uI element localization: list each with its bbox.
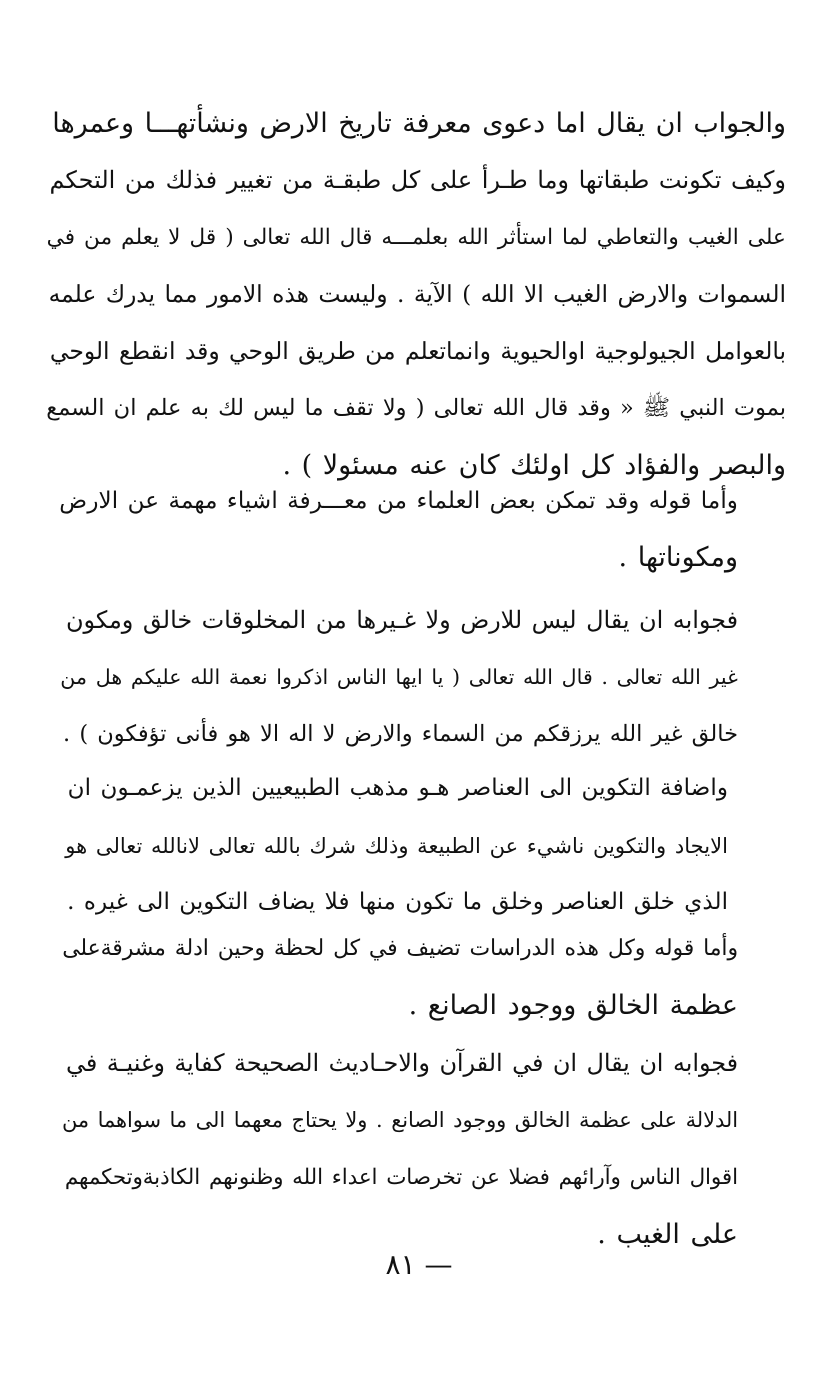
text-line: والجواب ان يقال اما دعوى معرفة تاريخ الارض ونشأتهـــا وعمرها	[52, 108, 786, 139]
text-line: واضافة التكوين الى العناصر هـو مذهب الطبيعيين الذين يزعمـون ان	[67, 775, 728, 801]
text-line: اقوال الناس وآرائهم فضلا عن تخرصات اعداء الله وظنونهم الكاذبةوتحكمهم	[64, 1165, 738, 1190]
text-line: بالعوامل الجيولوجية اوالحيوية وانماتعلم من طريق الوحي وقد انقطع الوحي	[49, 337, 786, 365]
text-line: السموات والارض الغيب الا الله ) الآية . وليست هذه الامور مما يدرك علمه	[48, 280, 786, 308]
page-number: — ٨١	[385, 1248, 453, 1281]
text-line: الدلالة على عظمة الخالق ووجود الصانع . ولا يحتاج معهما الى ما سواهما من	[62, 1108, 738, 1132]
text-line: والبصر والفؤاد كل اولئك كان عنه مسئولا ) .	[282, 450, 786, 481]
paragraph-1	[46, 95, 786, 494]
text-line: بموت النبي ﷺ « وقد قال الله تعالى ( ولا تقف ما ليس لك به علم ان السمع	[46, 395, 786, 421]
text-line: وكيف تكونت طبقاتها وما طـرأ على كل طبقـة من تغيير فذلك من التحكم	[49, 166, 786, 194]
text-line: الذي خلق العناصر وخلق ما تكون منها فلا يضاف التكوين الى غيره .	[67, 889, 728, 915]
text-line: على الغيب والتعاطي لما استأثر الله بعلمـــه قال الله تعالى ( قل لا يعلم من في	[46, 225, 786, 250]
text-line: عظمة الخالق ووجود الصانع .	[408, 990, 738, 1021]
paragraph-3	[60, 592, 738, 763]
paragraph-4	[65, 760, 728, 931]
text-line: على الغيب .	[597, 1219, 738, 1250]
text-line: الايجاد والتكوين ناشيء عن الطبيعة وذلك شرك بالله تعالى لانالله تعالى هو	[65, 833, 728, 858]
text-line: خالق غير الله يرزقكم من السماء والارض لا اله الا هو فأنى تؤفكون ) .	[63, 721, 738, 747]
paragraph-2	[59, 472, 738, 586]
paragraph-6	[62, 1035, 738, 1263]
text-line: وأما قوله وكل هذه الدراسات تضيف في كل لحظة وحين ادلة مشرقةعلى	[62, 936, 738, 961]
text-line: فجوابه ان يقال ليس للارض ولا غـيرها من المخلوقات خالق ومكون	[66, 606, 738, 634]
text-line: وأما قوله وقد تمكن بعض العلماء من معـــرفة اشياء مهمة عن الارض	[59, 487, 738, 514]
text-line: فجوابه ان يقال ان في القرآن والاحـاديث الصحيحة كفاية وغنيـة في	[66, 1049, 738, 1077]
text-line: ومكوناتها .	[618, 542, 738, 573]
text-line: غير الله تعالى . قال الله تعالى ( يا ايها الناس اذكروا نعمة الله عليكم هل من	[60, 665, 738, 689]
paragraph-5	[62, 920, 738, 1034]
